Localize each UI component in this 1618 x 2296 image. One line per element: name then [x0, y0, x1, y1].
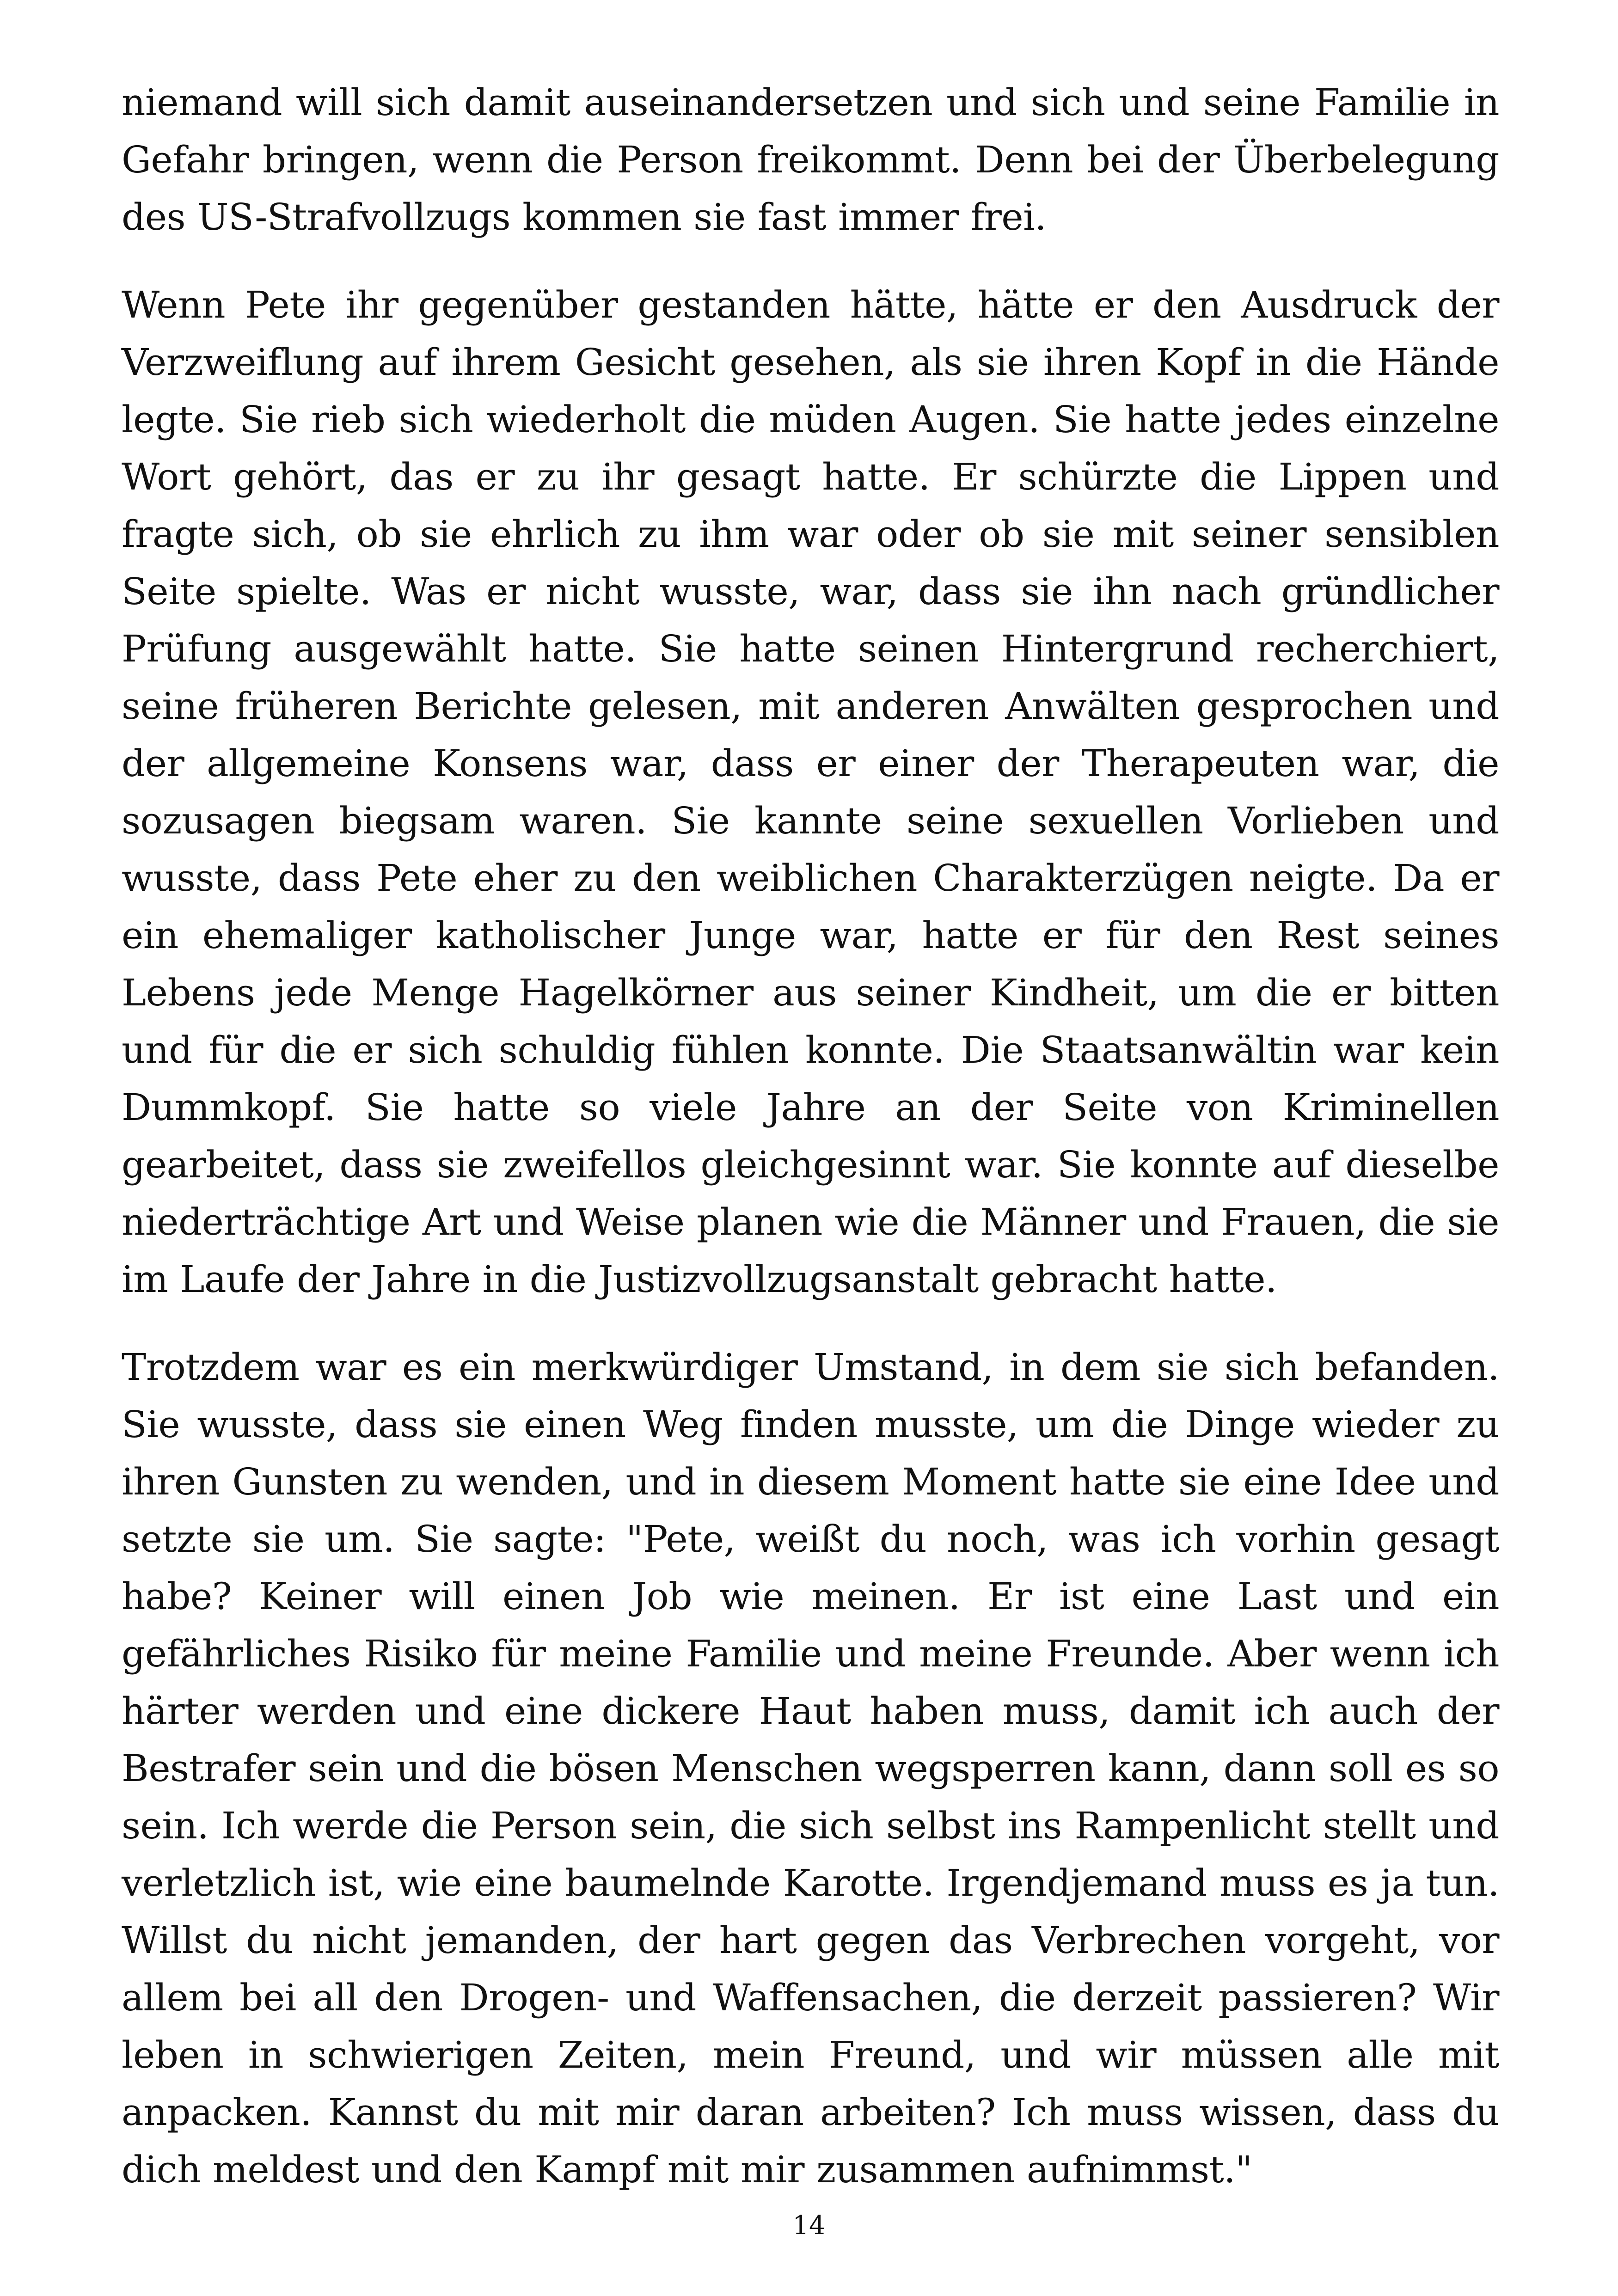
paragraph-3: Trotzdem war es ein merkwürdiger Umstand, in dem sie sich befanden. Sie wusste, dass sie einen Weg finden musste, um die Dinge wieder zu ihren Gunsten zu wenden, und in diesem Moment hatte sie eine Idee und setzte sie um. Sie sagte: "Pete, weißt du noch, was ich vorhin gesagt habe? Keiner will einen Job wie meinen. Er ist eine Last und ein gefährliches Risiko für meine Familie und meine Freunde. Aber wenn ich härter werden und eine dickere Haut haben muss, damit ich auch der Bestrafer sein und die bösen Menschen wegsperren kann, dann soll es so sein. Ich werde die Person sein, die sich selbst ins Rampenlicht stellt und verletzlich ist, wie eine baumelnde Karotte. Irgendjemand muss es ja tun. Willst du nicht jemanden, der hart gegen das Verbrechen vorgeht, vor allem bei all den Drogen- und Waffensachen, die derzeit passieren? Wir leben in schwierigen Zeiten, mein Freund, und wir müssen alle mit anpacken. Kannst du mit mir daran arbeiten? Ich muss wissen, dass du dich meldest und den Kampf mit mir zusammen aufnimmst." [122, 1346, 1499, 2191]
paragraph-1: niemand will sich damit auseinandersetzen und sich und seine Familie in Gefahr bringen, wenn die Person freikommt. Denn bei der Überbelegung des US-Strafvollzugs kommen sie fast immer frei. [122, 81, 1499, 239]
page-number: 14 [792, 2210, 826, 2241]
page-body [122, 74, 1499, 2229]
paragraph-2: Wenn Pete ihr gegenüber gestanden hätte, hätte er den Ausdruck der Verzweiflung auf ihrem Gesicht gesehen, als sie ihren Kopf in die Hände legte. Sie rieb sich wiederholt die müden Augen. Sie hatte jedes einzelne Wort gehört, das er zu ihr gesagt hatte. Er schürzte die Lippen und fragte sich, ob sie ehrlich zu ihm war oder ob sie mit seiner sensiblen Seite spielte. Was er nicht wusste, war, dass sie ihn nach gründlicher Prüfung ausgewählt hatte. Sie hatte seinen Hintergrund recherchiert, seine früheren Berichte gelesen, mit anderen Anwälten gesprochen und der allgemeine Konsens war, dass er einer der Therapeuten war, die sozusagen biegsam waren. Sie kannte seine sexuellen Vorlieben und wusste, dass Pete eher zu den weiblichen Charakterzügen neigte. Da er ein ehemaliger katholischer Junge war, hatte er für den Rest seines Lebens jede Menge Hagelkörner aus seiner Kindheit, um die er bitten und für die er sich schuldig fühlen konnte. Die Staatsanwältin war kein Dummkopf. Sie hatte so viele Jahre an der Seite von Kriminellen gearbeitet, dass sie zweifellos gleichgesinnt war. Sie konnte auf dieselbe niederträchtige Art und Weise planen wie die Männer und Frauen, die sie im Laufe der Jahre in die Justizvollzugsanstalt gebracht hatte. [122, 283, 1499, 1301]
